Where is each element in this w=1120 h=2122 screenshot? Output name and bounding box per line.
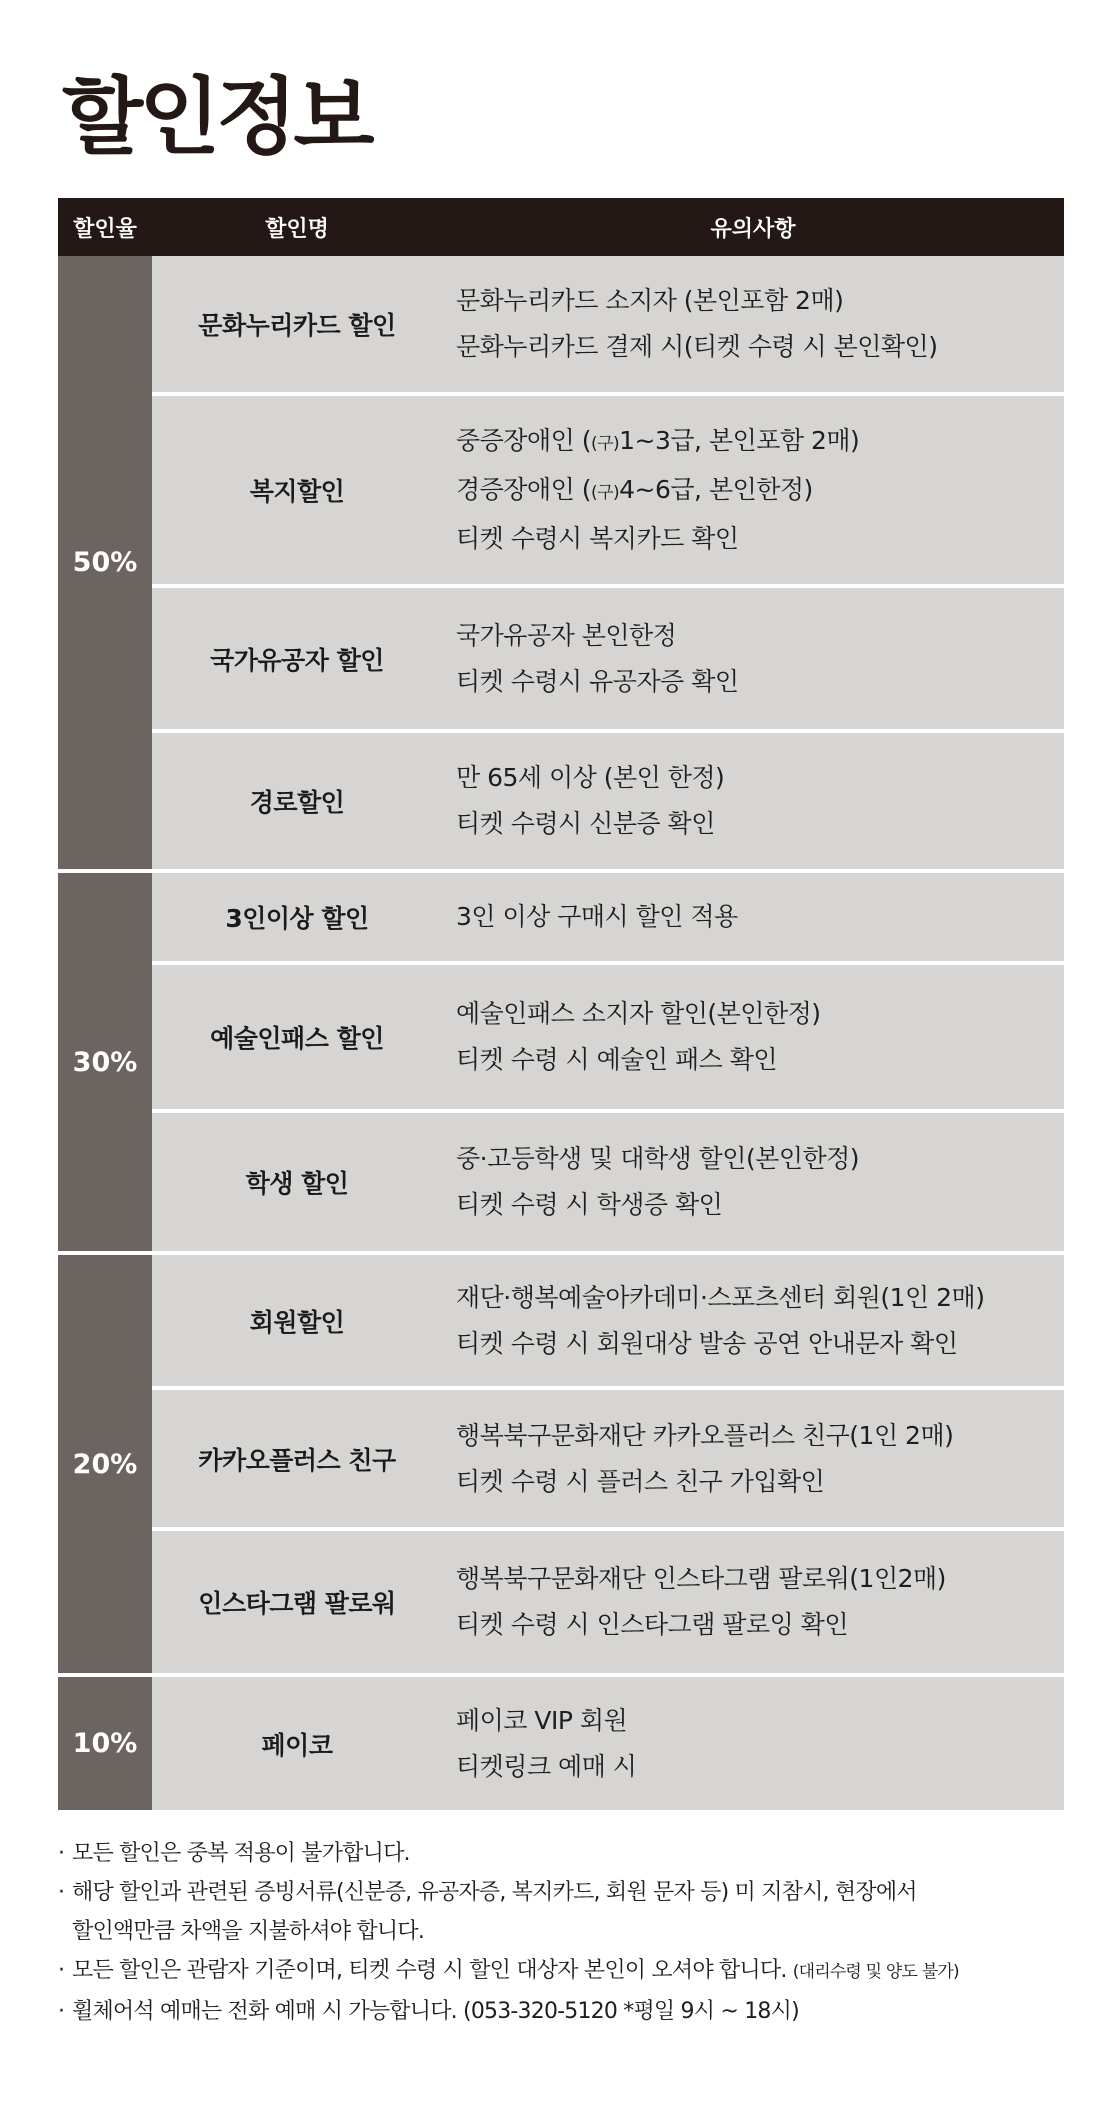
- discount-name: 회원할인: [249, 1307, 345, 1337]
- note-line: 행복북구문화재단 카카오플러스 친구(1인 2매): [456, 1420, 954, 1450]
- discount-name: 예술인패스 할인: [210, 1024, 384, 1053]
- note-line: 페이코 VIP 회원: [456, 1705, 628, 1735]
- note-line: 티켓 수령 시 인스타그램 팔로잉 확인: [456, 1610, 848, 1639]
- note-line: 문화누리카드 결제 시(티켓 수령 시 본인확인): [456, 332, 938, 361]
- discount-name: 학생 할인: [245, 1169, 349, 1198]
- footer-note: [58, 1873, 1068, 1912]
- group-10: [58, 1677, 1064, 1810]
- rate-cell: 50%: [58, 256, 152, 869]
- table-row: [152, 1390, 1064, 1531]
- footer-note-text: 모든 할인은 관람자 기준이며, 티켓 수령 시 할인 대상자 본인이 오셔야 합니다.: [72, 1958, 787, 1983]
- bullet: ·: [58, 1999, 65, 2024]
- table-row: [152, 965, 1064, 1113]
- table-row: [152, 1255, 1064, 1390]
- note-line: 예술인패스 소지자 할인(본인한정): [456, 999, 821, 1028]
- table-row: [152, 396, 1064, 588]
- footer-note: [58, 1992, 1068, 2031]
- bullet: ·: [58, 1841, 65, 1866]
- table-row: [152, 256, 1064, 396]
- footer-notes: [58, 1834, 1068, 2031]
- group-50: [58, 256, 1064, 873]
- header-notes: 유의사항: [710, 216, 796, 242]
- footer-note-text: 모든 할인은 중복 적용이 불가합니다.: [72, 1841, 410, 1866]
- note-line: [456, 467, 1064, 516]
- discount-name: 인스타그램 팔로워: [198, 1589, 396, 1618]
- note-small: (구): [590, 434, 620, 454]
- table-row: [152, 873, 1064, 965]
- discount-name: 카카오플러스 친구: [198, 1445, 396, 1475]
- group-30: [58, 873, 1064, 1255]
- note-line: 티켓 수령 시 학생증 확인: [456, 1190, 723, 1219]
- note-small: (구): [590, 483, 620, 503]
- rate-cell: 10%: [58, 1677, 152, 1810]
- discount-name: 복지할인: [249, 477, 345, 506]
- note-line: 티켓 수령시 복지카드 확인: [456, 524, 739, 553]
- note-line: 만 65세 이상 (본인 한정): [456, 763, 725, 792]
- footer-note-text: 해당 할인과 관련된 증빙서류(신분증, 유공자증, 복지카드, 회원 문자 등) 미 지참시, 현장에서: [72, 1880, 917, 1905]
- note-line: 행복북구문화재단 인스타그램 팔로워(1인2매): [456, 1564, 946, 1593]
- table-row: [152, 588, 1064, 733]
- note-line: 중·고등학생 및 대학생 할인(본인한정): [456, 1144, 860, 1173]
- table-row: [152, 1677, 1064, 1810]
- page-title: 할인정보: [62, 68, 371, 166]
- note-line: 3인 이상 구매시 할인 적용: [456, 902, 738, 931]
- note-line: 문화누리카드 소지자 (본인포함 2매): [456, 286, 844, 315]
- note-text: 4~6급, 본인한정): [619, 475, 813, 504]
- group-20: [58, 1255, 1064, 1677]
- note-prefix: 중증장애인 (: [456, 426, 591, 455]
- table-row: [152, 1113, 1064, 1251]
- footer-note: [58, 1834, 1068, 1873]
- footer-note-text: 휠체어석 예매는 전화 예매 시 가능합니다. (053-320-5120 *평일 9시 ~ 18시): [72, 1999, 799, 2024]
- note-text: 1~3급, 본인포함 2매): [619, 426, 860, 455]
- discount-table: [58, 198, 1064, 1810]
- discount-name: 문화누리카드 할인: [198, 311, 396, 340]
- note-line: 티켓 수령 시 회원대상 발송 공연 안내문자 확인: [456, 1328, 958, 1358]
- discount-name: 경로할인: [249, 788, 345, 817]
- table-row: [152, 1531, 1064, 1673]
- note-line: 티켓 수령시 신분증 확인: [456, 809, 715, 838]
- footer-note-small: (대리수령 및 양도 불가): [792, 1962, 959, 1982]
- bullet: ·: [58, 1958, 65, 1983]
- bullet: ·: [58, 1880, 65, 1905]
- note-line: 국가유공자 본인한정: [456, 620, 677, 650]
- discount-name: 3인이상 할인: [225, 904, 369, 933]
- note-line: 티켓 수령 시 플러스 친구 가입확인: [456, 1466, 825, 1496]
- note-line: [456, 418, 1064, 467]
- header-rate: 할인율: [73, 216, 137, 242]
- table-header: [58, 198, 1064, 256]
- note-line: 재단·행복예술아카데미·스포츠센터 회원(1인 2매): [456, 1282, 985, 1312]
- note-prefix: 경증장애인 (: [456, 475, 591, 504]
- note-line: 티켓 수령시 유공자증 확인: [456, 666, 739, 696]
- note-line: 티켓 수령 시 예술인 패스 확인: [456, 1045, 778, 1074]
- note-line: 티켓링크 예매 시: [456, 1751, 637, 1781]
- rate-cell: 30%: [58, 873, 152, 1251]
- discount-name: 국가유공자 할인: [210, 645, 384, 675]
- table-row: [152, 733, 1064, 869]
- rate-cell: 20%: [58, 1255, 152, 1673]
- footer-note: 할인액만큼 차액을 지불하셔야 합니다.: [72, 1919, 425, 1944]
- footer-note: [58, 1951, 1068, 1992]
- discount-name: 페이코: [261, 1730, 333, 1760]
- header-name: 할인명: [265, 216, 329, 242]
